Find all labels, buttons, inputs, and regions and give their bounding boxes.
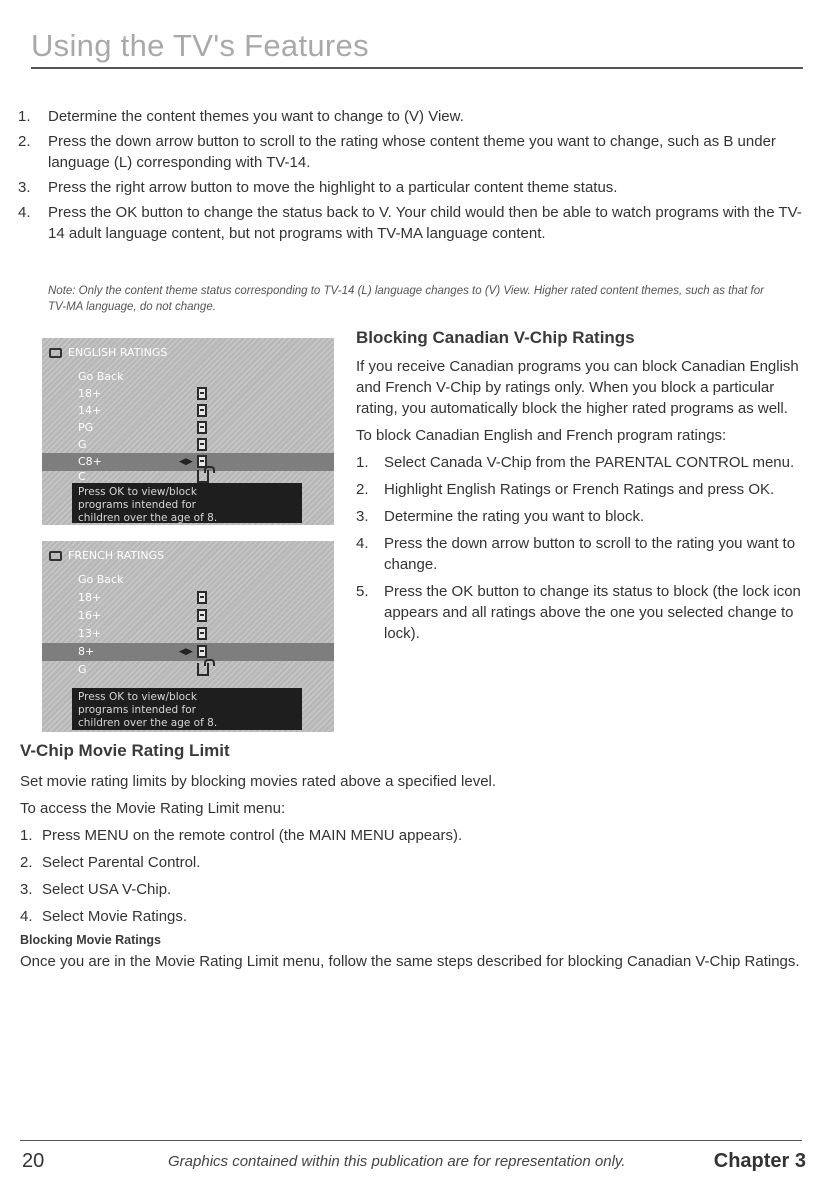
step-text: Select Canada V-Chip from the PARENTAL CONTROL menu. (384, 454, 795, 471)
menu-row (42, 436, 334, 454)
menu-header (42, 547, 334, 565)
step-number: 2. (18, 133, 31, 150)
lock-icon (197, 609, 207, 622)
menu-row-label: C (78, 470, 86, 483)
list-item (20, 825, 810, 846)
parental-control-icon (49, 348, 62, 358)
list-item (20, 906, 810, 927)
paragraph: To access the Movie Rating Limit menu: (20, 800, 286, 817)
help-line: Press OK to view/block (78, 486, 197, 498)
menu-row-label: 18+ (78, 387, 102, 400)
list-item (18, 202, 808, 244)
menu-row (42, 402, 334, 420)
list-item (20, 879, 810, 900)
lock-icon (197, 421, 207, 434)
help-line: children over the age of 8. (78, 512, 218, 524)
step-text: Press the down arrow button to scroll to the rating you want to change. (384, 535, 796, 573)
menu-row-label: 16+ (78, 609, 102, 622)
menu-row (42, 385, 334, 403)
list-item (356, 479, 806, 500)
section-heading: Blocking Canadian V-Chip Ratings (356, 328, 635, 347)
help-box (72, 483, 302, 523)
chapter-label: Chapter 3 (713, 1150, 806, 1172)
sub-heading: Blocking Movie Ratings (20, 933, 161, 947)
page-title: Using the TV's Features (31, 28, 369, 63)
paragraph: To block Canadian English and French program ratings: (356, 427, 727, 444)
menu-row (42, 589, 334, 607)
menu-row (42, 368, 334, 386)
menu-row-label: Go Back (78, 573, 124, 586)
step-text: Select Parental Control. (42, 854, 201, 871)
menu-row-label: 8+ (78, 645, 95, 658)
movie-rating-section (20, 741, 810, 978)
unlock-icon (197, 470, 209, 483)
page-number: 20 (22, 1150, 45, 1172)
step-list (356, 452, 806, 644)
menu-row-label: 14+ (78, 404, 102, 417)
list-item (18, 106, 808, 127)
list-item (18, 131, 808, 173)
step-number: 4. (356, 535, 369, 552)
step-text: Press the down arrow button to scroll to the rating whose content theme you want to change, such as B under language (L) corresponding with TV-14. (48, 133, 776, 171)
step-text: Press the right arrow button to move the highlight to a particular content theme status. (48, 179, 618, 196)
paragraph: Once you are in the Movie Rating Limit menu, follow the same steps described for blocking Canadian V-Chip Ratings. (20, 953, 800, 970)
english-ratings-menu-image (42, 338, 334, 525)
step-text: Select USA V-Chip. (42, 881, 172, 898)
list-item (356, 581, 806, 644)
help-box (72, 688, 302, 730)
menu-row-label: 13+ (78, 627, 102, 640)
lock-icon (197, 438, 207, 451)
step-number: 2. (356, 481, 369, 498)
help-line: Press OK to view/block (78, 691, 197, 703)
list-item (20, 852, 810, 873)
canadian-section (356, 328, 806, 650)
footer-disclaimer: Graphics contained within this publication are for representation only. (168, 1153, 626, 1170)
step-text: Press the OK button to change the status back to V. Your child would then be able to watch programs with the TV-14 adult language content, but not programs with TV-MA language content. (48, 204, 802, 242)
lock-icon (197, 591, 207, 604)
list-item (356, 506, 806, 527)
title-divider (31, 67, 803, 69)
menu-header-label: ENGLISH RATINGS (68, 346, 168, 359)
menu-header (42, 344, 334, 362)
top-step-list (18, 106, 808, 248)
lock-icon (197, 387, 207, 400)
step-number: 1. (356, 454, 369, 471)
lock-icon (197, 404, 207, 417)
step-text: Determine the content themes you want to change to (V) View. (48, 108, 464, 125)
menu-row-label: G (78, 438, 87, 451)
section-heading: V-Chip Movie Rating Limit (20, 741, 230, 760)
paragraph: If you receive Canadian programs you can block Canadian English and French V-Chip by ratings only. When you block a particular rating, you automatically block the higher rated programs as well. (356, 358, 799, 417)
step-text: Select Movie Ratings. (42, 908, 188, 925)
menu-row (42, 571, 334, 589)
left-right-arrows-icon: ◀▶ (179, 647, 193, 657)
step-number: 4. (18, 204, 31, 221)
footer-divider (20, 1140, 802, 1141)
step-number: 2. (20, 854, 33, 871)
menu-row-label: Go Back (78, 370, 124, 383)
help-line: programs intended for (78, 499, 196, 511)
menu-row-label: 18+ (78, 591, 102, 604)
menu-row-selected (42, 643, 334, 661)
french-ratings-menu-image (42, 541, 334, 732)
step-text: Highlight English Ratings or French Ratings and press OK. (384, 481, 775, 498)
lock-icon (197, 645, 207, 658)
step-number: 4. (20, 908, 33, 925)
step-number: 1. (18, 108, 31, 125)
list-item (356, 452, 806, 473)
menu-row (42, 625, 334, 643)
lock-icon (197, 627, 207, 640)
note-text: Note: Only the content theme status corresponding to TV-14 (L) language changes to (V) View. Higher rated content themes, such as that for TV-MA language, do not change. (48, 285, 764, 313)
menu-row-label: G (78, 663, 87, 676)
menu-row (42, 607, 334, 625)
menu-header-label: FRENCH RATINGS (68, 549, 165, 562)
step-text: Press the OK button to change its status to block (the lock icon appears and all ratings above the one you selected change to lock). (384, 583, 801, 642)
step-text: Determine the rating you want to block. (384, 508, 645, 525)
help-line: programs intended for (78, 704, 196, 716)
unlock-icon (197, 663, 209, 676)
parental-control-icon (49, 551, 62, 561)
left-right-arrows-icon: ◀▶ (179, 457, 193, 467)
step-number: 3. (18, 179, 31, 196)
step-list (20, 825, 810, 927)
step-number: 3. (20, 881, 33, 898)
paragraph: Set movie rating limits by blocking movies rated above a specified level. (20, 773, 497, 790)
help-line: children over the age of 8. (78, 717, 218, 729)
menu-row-label: PG (78, 421, 94, 434)
step-number: 1. (20, 827, 33, 844)
menu-row (42, 661, 334, 679)
step-number: 3. (356, 508, 369, 525)
list-item (18, 177, 808, 198)
step-number: 5. (356, 583, 369, 600)
menu-row (42, 419, 334, 437)
menu-row-label: C8+ (78, 455, 102, 468)
list-item (356, 533, 806, 575)
step-text: Press MENU on the remote control (the MAIN MENU appears). (42, 827, 463, 844)
